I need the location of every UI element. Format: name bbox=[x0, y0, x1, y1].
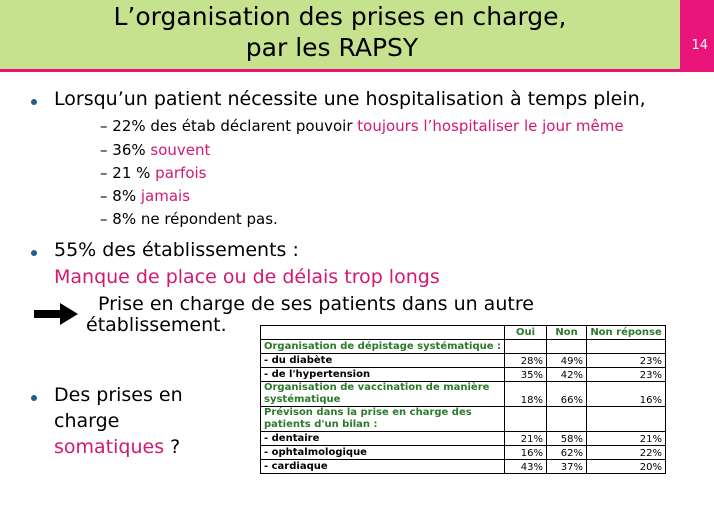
bullet-dot-icon bbox=[31, 250, 37, 256]
cell-non-reponse: 23% bbox=[587, 354, 666, 368]
section-title: Organisation de dépistage systématique : bbox=[261, 340, 505, 354]
bullet-3-line-2: charge bbox=[54, 410, 120, 432]
sub-item-highlight: toujours l’hospitaliser le jour même bbox=[357, 117, 624, 135]
cell-oui: 16% bbox=[505, 446, 547, 460]
arrow-line-1: Prise en charge de ses patients dans un autre bbox=[98, 293, 534, 315]
sub-item-4 bbox=[100, 187, 190, 205]
cell-non-reponse: 20% bbox=[587, 460, 666, 474]
header-oui: Oui bbox=[505, 326, 547, 340]
header-non: Non bbox=[547, 326, 587, 340]
sub-item-plain: 8% bbox=[112, 187, 141, 205]
bullet-1-text: Lorsqu’un patient nécessite une hospitalisation à temps plein, bbox=[54, 88, 646, 110]
table-row bbox=[261, 460, 666, 474]
sub-item-dash: – bbox=[100, 117, 108, 135]
table-row bbox=[261, 446, 666, 460]
cell-non-reponse: 23% bbox=[587, 368, 666, 382]
sub-item-highlight: souvent bbox=[150, 141, 211, 159]
bullet-3-rest: ? bbox=[164, 436, 181, 458]
arrow-line-2: établissement. bbox=[86, 314, 227, 336]
page-number-badge bbox=[680, 0, 714, 69]
table-section-row bbox=[261, 340, 666, 354]
table-header-row bbox=[261, 326, 666, 340]
bullet-3-line-1: Des prises en bbox=[54, 384, 183, 406]
table-row bbox=[261, 382, 666, 407]
header-non-reponse: Non réponse bbox=[587, 326, 666, 340]
sub-item-dash: – bbox=[100, 210, 108, 228]
cell-non: 62% bbox=[547, 446, 587, 460]
title-line-2: par les RAPSY bbox=[245, 33, 419, 62]
table-row bbox=[261, 432, 666, 446]
section-title-line: Prévison dans la prise en charge des bbox=[264, 407, 472, 418]
bullet-2-line-1: 55% des établissements : bbox=[54, 239, 299, 261]
sub-item-5 bbox=[100, 210, 278, 228]
table-row bbox=[261, 368, 666, 382]
title-banner bbox=[0, 0, 680, 69]
sub-item-1 bbox=[100, 117, 624, 135]
sub-item-dash: – bbox=[100, 187, 108, 205]
sub-item-dash: – bbox=[100, 164, 108, 182]
section-title bbox=[261, 382, 505, 407]
cell-non: 37% bbox=[547, 460, 587, 474]
survey-table bbox=[260, 325, 666, 474]
row-label: - cardiaque bbox=[261, 460, 505, 474]
cell-non: 49% bbox=[547, 354, 587, 368]
table-row bbox=[261, 354, 666, 368]
sub-item-dash: – bbox=[100, 141, 108, 159]
sub-item-3 bbox=[100, 164, 207, 182]
sub-item-highlight: jamais bbox=[140, 187, 191, 205]
right-arrow-icon bbox=[34, 303, 78, 325]
sub-item-plain: 36% bbox=[112, 141, 151, 159]
title-line-1: L’organisation des prises en charge, bbox=[113, 2, 567, 31]
sub-item-highlight: parfois bbox=[155, 164, 207, 182]
bullet-3-highlight: somatiques bbox=[54, 436, 165, 458]
sub-item-plain: 8% ne répondent pas. bbox=[112, 210, 278, 228]
row-label: - ophtalmologique bbox=[261, 446, 505, 460]
section-title bbox=[261, 407, 505, 432]
sub-item-plain: 21 % bbox=[112, 164, 156, 182]
cell-non-reponse: 16% bbox=[587, 382, 666, 407]
cell-oui: 43% bbox=[505, 460, 547, 474]
sub-item-2 bbox=[100, 141, 210, 159]
bullet-dot-icon bbox=[31, 99, 37, 105]
cell-oui: 35% bbox=[505, 368, 547, 382]
cell-oui: 18% bbox=[505, 382, 547, 407]
cell-non: 58% bbox=[547, 432, 587, 446]
row-label: - dentaire bbox=[261, 432, 505, 446]
section-title-line: Organisation de vaccination de manière bbox=[264, 382, 490, 393]
title-divider bbox=[0, 69, 714, 72]
cell-non-reponse: 21% bbox=[587, 432, 666, 446]
bullet-dot-icon bbox=[31, 395, 37, 401]
cell-oui: 21% bbox=[505, 432, 547, 446]
bullet-2-line-2: Manque de place ou de délais trop longs bbox=[54, 266, 440, 288]
cell-oui: 28% bbox=[505, 354, 547, 368]
row-label: - du diabète bbox=[261, 354, 505, 368]
section-title-line: patients d'un bilan : bbox=[264, 419, 378, 430]
table-corner-cell bbox=[261, 326, 505, 340]
cell-non-reponse: 22% bbox=[587, 446, 666, 460]
cell-non: 66% bbox=[547, 382, 587, 407]
sub-item-plain: 22% des étab déclarent pouvoir bbox=[112, 117, 358, 135]
row-label: - de l'hypertension bbox=[261, 368, 505, 382]
table-section-row bbox=[261, 407, 666, 432]
bullet-3-line-3 bbox=[54, 436, 180, 458]
section-title-line: systématique bbox=[264, 394, 341, 405]
cell-non: 42% bbox=[547, 368, 587, 382]
page-number: 14 bbox=[691, 38, 708, 53]
